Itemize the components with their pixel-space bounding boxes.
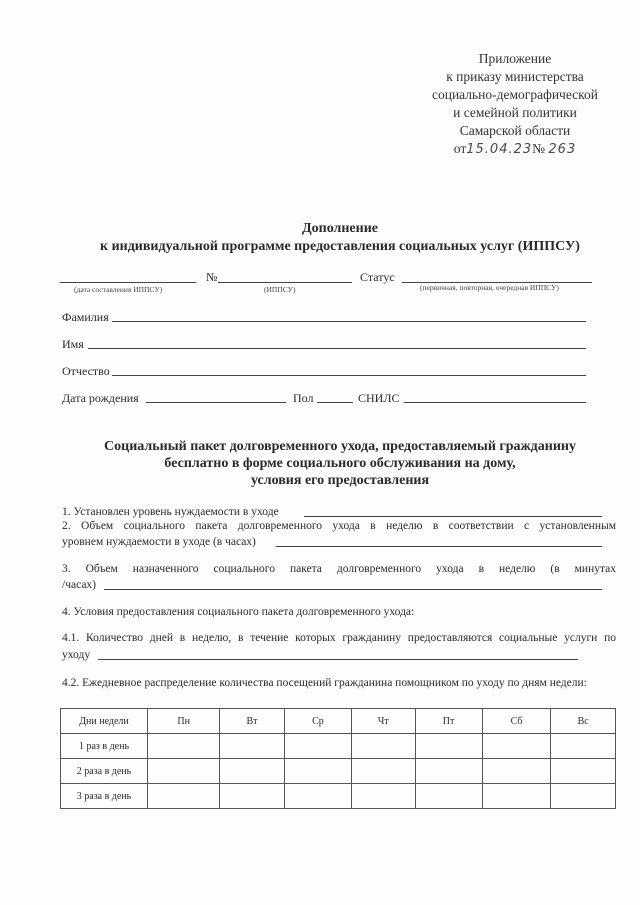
item-1-text: 1. Установлен уровень нуждаемости в уходе [62, 506, 279, 518]
caption-status: (первичная, повторная, очередная ИППСУ) [420, 283, 559, 292]
item-4-1 [62, 630, 616, 646]
table-cell[interactable] [352, 784, 415, 809]
surname-field [62, 310, 109, 325]
table-cell[interactable] [284, 759, 352, 784]
table-row [61, 759, 616, 784]
table-header-cell: Чт [352, 709, 415, 734]
table-cell[interactable] [148, 734, 220, 759]
table-cell[interactable] [148, 759, 220, 784]
item-4-1-line[interactable] [98, 659, 578, 660]
item-3 [62, 561, 616, 577]
number-label: № [206, 270, 218, 284]
handwritten-date: 15.04.23 [466, 142, 533, 157]
item-4 [62, 604, 616, 620]
handwritten-number: 263 [548, 142, 577, 157]
item-2-text-a: 2. Объем социального пакета долговременного ухода в неделю в соответствии с установленным [62, 520, 616, 532]
table-cell[interactable] [284, 784, 352, 809]
sex-line[interactable] [317, 402, 353, 403]
table-row [61, 784, 616, 809]
section-title-line-3: условия его предоставления [250, 473, 430, 488]
table-header-cell: Дни недели [61, 709, 148, 734]
patronymic-label: Отчество [62, 364, 110, 378]
table-cell[interactable] [415, 759, 482, 784]
table-cell[interactable] [415, 784, 482, 809]
visits-table [60, 708, 616, 809]
document-title [40, 220, 640, 256]
table-header-cell: Ср [284, 709, 352, 734]
table-cell[interactable] [482, 784, 551, 809]
item-3-text-b: /часах) [62, 579, 97, 591]
appendix-date-line [420, 140, 610, 159]
date-prefix: от [453, 141, 467, 156]
table-cell[interactable] [220, 734, 284, 759]
surname-line[interactable] [112, 321, 586, 322]
item-4-text: 4. Условия предоставления социального пакета долговременного ухода: [62, 606, 415, 618]
item-3b [62, 577, 616, 593]
snils-label: СНИЛС [358, 391, 400, 405]
table-cell[interactable] [220, 784, 284, 809]
table-cell[interactable] [284, 734, 352, 759]
ippsu-header-row [60, 268, 600, 298]
table-header-cell: Сб [482, 709, 551, 734]
item-2-line[interactable] [276, 546, 602, 547]
table-cell[interactable] [352, 734, 415, 759]
item-4-2-text: 4.2. Ежедневное распределение количества посещений гражданина помощником по уходу по дням недели: [62, 677, 587, 689]
patronymic-line[interactable] [112, 375, 586, 376]
surname-label: Фамилия [62, 310, 109, 324]
item-2-text-b: уровнем нуждаемости в уходе (в часах) [62, 536, 256, 548]
title-line-2: к индивидуальной программе предоставления социальных услуг (ИППСУ) [100, 239, 580, 254]
title-line-1: Дополнение [302, 221, 378, 236]
caption-date: (дата составления ИППСУ) [74, 285, 163, 294]
table-row [61, 734, 616, 759]
caption-number: (ИППСУ) [264, 285, 296, 294]
table-header-cell: Пт [415, 709, 482, 734]
number-sign: № [532, 141, 546, 156]
table-cell[interactable] [482, 734, 551, 759]
status-label: Статус [360, 270, 395, 284]
name-line[interactable] [88, 348, 586, 349]
table-cell[interactable] [220, 759, 284, 784]
item-3-text-a: 3. Объем назначенного социального пакета долговременного ухода в неделю (в минутах [62, 563, 616, 575]
table-header-row [61, 709, 616, 734]
table-header-cell: Вт [220, 709, 284, 734]
table-cell[interactable] [148, 784, 220, 809]
table-cell[interactable] [415, 734, 482, 759]
birthdate-line[interactable] [146, 402, 286, 403]
table-cell[interactable] [482, 759, 551, 784]
row-label: 3 раза в день [61, 784, 148, 809]
section-title-line-1: Социальный пакет долговременного ухода, предоставляемый гражданину [104, 439, 576, 454]
appendix-line: и семейной политики [453, 105, 577, 120]
table-cell[interactable] [352, 759, 415, 784]
row-label: 2 раза в день [61, 759, 148, 784]
item-2b [62, 534, 616, 550]
section-title [40, 438, 640, 489]
item-4-1-text-a: 4.1. Количество дней в неделю, в течение которых гражданину предоставляются социальные услуги по [62, 632, 616, 644]
appendix-line: социально-демографической [431, 87, 599, 102]
sex-label: Пол [293, 391, 314, 405]
item-3-line[interactable] [104, 589, 602, 590]
table-header-cell: Вс [551, 709, 616, 734]
birthdate-label: Дата рождения [62, 391, 139, 405]
item-4-1-text-b: уходу [62, 649, 91, 661]
table-header-cell: Пн [148, 709, 220, 734]
item-4-2 [62, 675, 616, 691]
patronymic-field [62, 364, 110, 379]
appendix-block [420, 50, 610, 159]
name-label: Имя [62, 337, 84, 351]
table-cell[interactable] [551, 784, 616, 809]
appendix-line: к приказу министерства [446, 69, 584, 84]
section-title-line-2: бесплатно в форме социального обслуживания на дому, [164, 456, 516, 471]
table-cell[interactable] [551, 734, 616, 759]
table-cell[interactable] [551, 759, 616, 784]
number-field-line[interactable] [218, 282, 352, 283]
item-4-1b [62, 647, 616, 663]
item-1-line[interactable] [304, 516, 602, 517]
row-label: 1 раз в день [61, 734, 148, 759]
appendix-line: Приложение [478, 51, 552, 66]
snils-line[interactable] [404, 402, 586, 403]
appendix-line: Самарской области [459, 123, 571, 138]
birthdate-field [62, 391, 139, 406]
date-field-line[interactable] [60, 282, 196, 283]
item-2 [62, 518, 616, 534]
name-field [62, 337, 84, 352]
